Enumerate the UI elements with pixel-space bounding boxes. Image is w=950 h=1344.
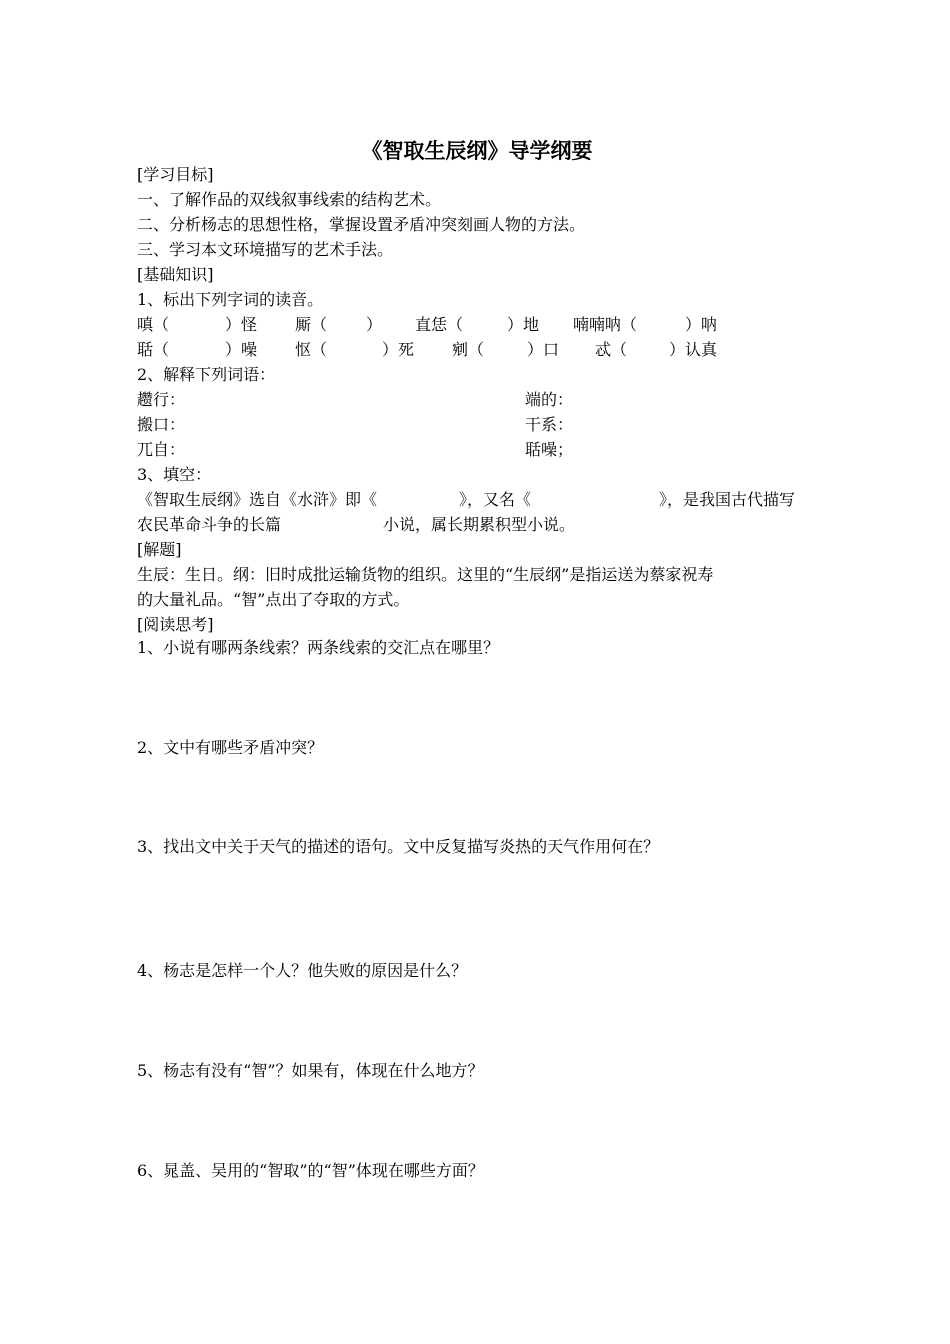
pron-item: ）怪 <box>225 315 258 334</box>
pron-item: 嗔（ <box>137 315 170 334</box>
goal-item: 一、了解作品的双线叙事线索的结构艺术。 <box>137 190 442 209</box>
pronunciation-row <box>137 312 817 337</box>
page-title: 《智取生辰纲》导学纲要 <box>361 138 593 163</box>
fill-blank-line <box>137 512 817 537</box>
pron-item: 剜（ <box>452 340 485 359</box>
word-row <box>137 412 817 437</box>
goal-item: 三、学习本文环境描写的艺术手法。 <box>137 240 394 259</box>
word-term: 聒噪； <box>525 440 574 459</box>
fill-text: 《智取生辰纲》选自《水浒》即《 <box>137 490 378 509</box>
pronunciation-row <box>137 337 817 362</box>
reading-question: 4、杨志是怎样一个人？他失败的原因是什么？ <box>137 961 468 980</box>
question-explain-words: 2、解释下列词语： <box>137 365 276 384</box>
fill-text: 》，是我国古代描写 <box>659 490 796 509</box>
explanation-line: 生辰：生日。纲：旧时成批运输货物的组织。这里的“生辰纲”是指运送为蔡家祝寿 <box>137 565 714 584</box>
reading-question: 6、晁盖、吴用的“智取”的“智”体现在哪些方面？ <box>137 1161 484 1180</box>
pron-item: ）死 <box>382 340 415 359</box>
question-fill-blank: 3、填空： <box>137 465 212 484</box>
word-row <box>137 437 817 462</box>
reading-question: 5、杨志有没有“智”？如果有，体现在什么地方？ <box>137 1061 484 1080</box>
pron-item: 喃喃呐（ <box>573 315 638 334</box>
pron-item: ）噪 <box>225 340 258 359</box>
pron-item: ） <box>366 315 383 334</box>
section-learning-goals: [学习目标] <box>137 165 214 184</box>
goal-item: 二、分析杨志的思想性格，掌握设置矛盾冲突刻画人物的方法。 <box>137 215 586 234</box>
reading-question: 3、找出文中关于天气的描述的语句。文中反复描写炎热的天气作用何在？ <box>137 837 660 856</box>
pron-item: 怄（ <box>295 340 328 359</box>
pron-item: 厮（ <box>295 315 328 334</box>
pron-item: 聒（ <box>137 340 170 359</box>
word-term: 搬口： <box>137 415 186 434</box>
explanation-line: 的大量礼品。“智”点出了夺取的方式。 <box>137 590 410 609</box>
pron-item: 直恁（ <box>415 315 464 334</box>
section-reading-thinking: [阅读思考] <box>137 615 214 634</box>
reading-question: 1、小说有哪两条线索？两条线索的交汇点在哪里？ <box>137 638 500 657</box>
pron-item: 忒（ <box>595 340 628 359</box>
word-row <box>137 387 817 412</box>
fill-blank-line <box>137 487 817 512</box>
word-term: 端的： <box>525 390 574 409</box>
fill-text: 》，又名《 <box>459 490 532 509</box>
pron-item: ）口 <box>527 340 560 359</box>
section-title-explanation: [解题] <box>137 540 182 559</box>
word-term: 趱行： <box>137 390 186 409</box>
pron-item: ）认真 <box>669 340 718 359</box>
question-pronunciation: 1、标出下列字词的读音。 <box>137 290 324 309</box>
fill-text: 农民革命斗争的长篇 <box>137 515 282 534</box>
pron-item: ）呐 <box>685 315 718 334</box>
section-basic-knowledge: [基础知识] <box>137 265 214 284</box>
word-term: 兀自： <box>137 440 186 459</box>
fill-text: 小说，属长期累积型小说。 <box>383 515 576 534</box>
reading-question: 2、文中有哪些矛盾冲突？ <box>137 738 324 757</box>
word-term: 干系： <box>525 415 574 434</box>
pron-item: ）地 <box>507 315 540 334</box>
